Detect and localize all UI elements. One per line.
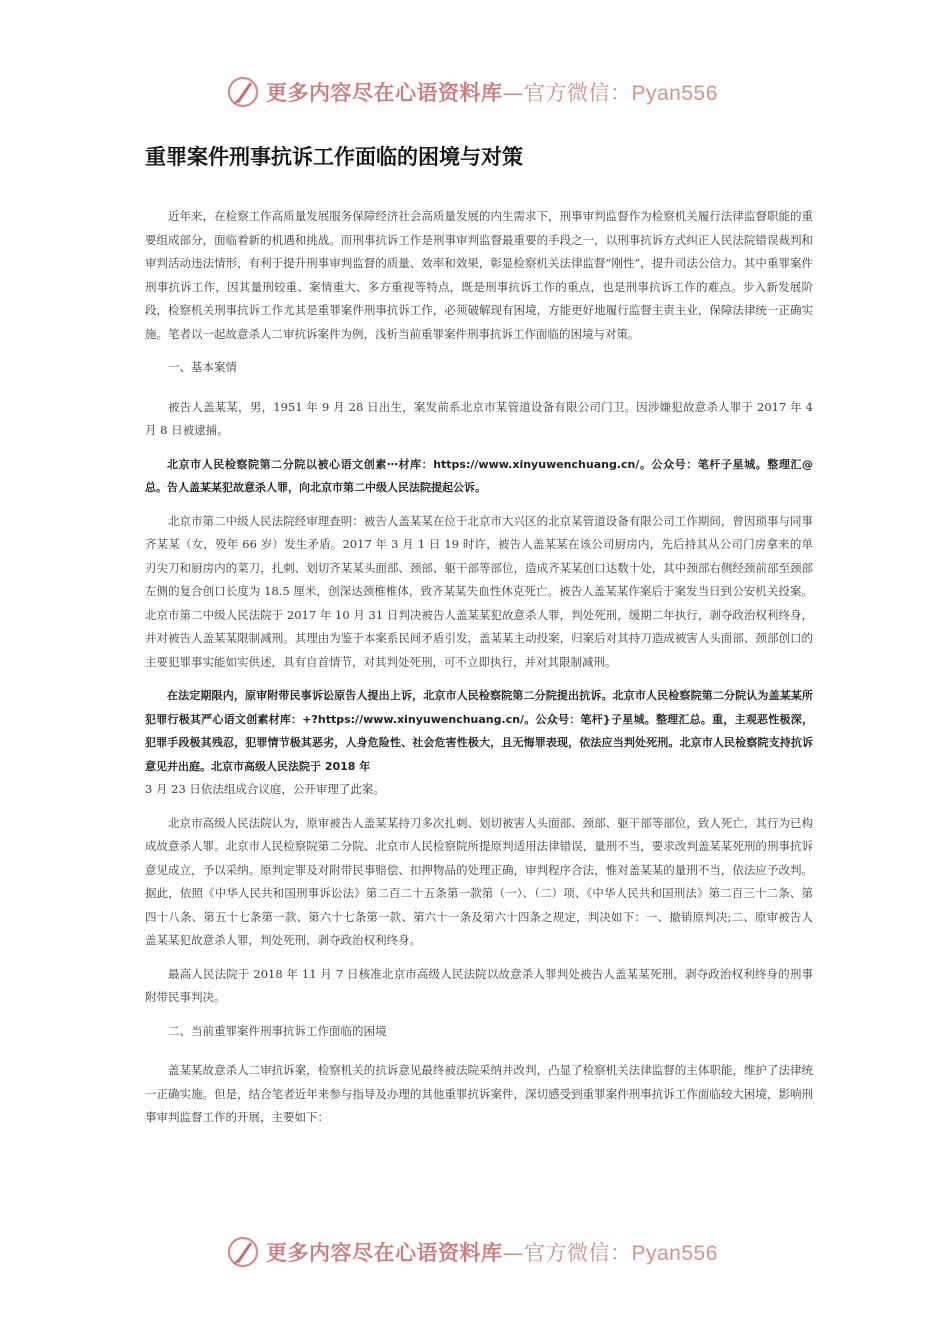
paragraph-difficulties: 盖某某故意杀人二审抗诉案，检察机关的抗诉意见最终被法院采纳并改判，凸显了检察机关法律监督的主体职能，维护了法律统一正确实施。但是，结合笔者近年来参与指导及办理的其他重罪抗诉案件，深切感受到重罪案件刑事抗诉工作面临较大困境，影响刑事审判监督工作的开展，主要如下： [145,1063,813,1124]
paragraph-prosecution: 北京市人民检察院第二分院以被心语文创素⋯材库：https://www.xinyuwenchuang.cn/。公众号：笔杆子星城。整理汇@总。告人盖某某犯故意杀人罪，向北京市第二中级人民法院提起公诉。 [145,457,813,494]
paragraph-appeal: 在法定期限内，原审附带民事诉讼原告人提出上诉，北京市人民检察院第二分院提出抗诉。北京市人民检察院第二分院认为盖某某所犯罪行极其严心语文创素材库：+?https://www.xinyuwenchuang.cn/。公众号：笔杆}子星城。整理汇总。重，主观恶性极深，犯罪手段极其残忍，犯罪情节极其恶劣，人身危险性、社会危害性极大，且无悔罪表现，依法应当判处死刑。北京市人民检察院支持抗诉意见并出庭。北京市高级人民法院于 2018 年 [145,689,813,773]
header-banner-content [226,70,718,114]
section-heading-1: 一、基本案情 [168,360,237,374]
banner-library-name: 更多内容尽在心语资料库 [266,1241,503,1265]
banner-wechat-label: —官方微信： [502,1241,632,1265]
document-title: 重罪案件刑事抗诉工作面临的困境与对策 [145,145,523,169]
banner-wechat-id: Pyan556 [631,82,718,105]
banner-text [266,77,718,107]
banner-wechat-label: —官方微信： [502,81,632,105]
quill-logo-icon [226,1235,260,1269]
banner-wechat-id: Pyan556 [631,1242,718,1265]
quill-logo-icon [226,75,260,109]
banner-library-name: 更多内容尽在心语资料库 [266,81,503,105]
document-body [145,205,813,1140]
footer-banner [0,1230,950,1274]
paragraph-first-instance: 北京市第二中级人民法院经审理查明：被告人盖某某在位于北京市大兴区的北京某管道设备有限公司工作期间，曾因琐事与同事齐某某（女，殁年 66 岁）发生矛盾。2017 年 3 月 1 日 19 时许，被告人盖某某在该公司厨房内，先后持其从公司门房拿来的单刃尖刀和厨房内的菜刀，扎刺、划切齐某某头面部、颈部、躯干部等部位，造成齐某某创口达数十处，其中颈部右侧经颈前部至颈部左侧的复合创口长度为 18.5 厘米，创深达颈椎椎体，致齐某某失血性休克死亡。被告人盖某某作案后于案发当日到公安机关投案。北京市第二中级人民法院于 2017 年 10 月 31 日判决被告人盖某某犯故意杀人罪，判处死刑，缓期二年执行，剥夺政治权利终身，并对被告人盖某某限制减刑。其理由为鉴于本案系民间矛盾引发，盖某某主动投案，归案后对其持刀造成被害人头面部、颈部创口的主要犯罪事实能如实供述，具有自首情节，对其判处死刑，可不立即执行，并对其限制减刑。 [145,513,813,669]
paragraph-intro: 近年来，在检察工作高质量发展服务保障经济社会高质量发展的内生需求下，刑事审判监督作为检察机关履行法律监督职能的重要组成部分，面临着新的机遇和挑战。而刑事抗诉工作是刑事审判监督最重要的手段之一，以刑事抗诉方式纠正人民法院错误裁判和审判活动违法情形，有利于提升刑事审判监督的质量、效率和效果，彰显检察机关法律监督“刚性”，提升司法公信力。其中重罪案件刑事抗诉工作，因其量刑较重、案情重大、多方重视等特点，既是刑事抗诉工作的重点，也是刑事抗诉工作的难点。步入新发展阶段，检察机关刑事抗诉工作尤其是重罪案件刑事抗诉工作，必须破解现有困境，方能更好地履行监督主责主业，保障法律统一正确实施。笔者以一起故意杀人二审抗诉案件为例，浅析当前重罪案件刑事抗诉工作面临的困境与对策。 [145,209,813,341]
header-banner [0,70,950,114]
footer-banner-content [226,1230,718,1274]
paragraph-appeal-cont: 3 月 23 日依法组成合议庭，公开审理了此案。 [145,782,385,796]
paragraph-supreme-court: 最高人民法院于 2018 年 11 月 7 日核准北京市高级人民法院以故意杀人罪判处被告人盖某某死刑，剥夺政治权利终身的刑事附带民事判决。 [145,966,813,1004]
paragraph-second-instance: 北京市高级人民法院认为，原审被告人盖某某持刀多次扎刺、划切被害人头面部、颈部、躯干部等部位，致人死亡，其行为已构成故意杀人罪。北京市人民检察院第二分院、北京市人民检察院所提原判适用法律错误，量刑不当，要求改判盖某某死刑的刑事抗诉意见成立，予以采纳。原判定罪及对附带民事赔偿、扣押物品的处理正确，审判程序合法，惟对盖某某的量刑不当，依法应予改判。据此，依照《中华人民共和国刑事诉讼法》第二百二十五条第一款第（一）、（二）项、《中华人民共和国刑法》第二百三十二条、第四十八条、第五十七条第一款、第六十七条第一款、第六十一条及第六十四条之规定，判决如下：一、撤销原判决;二、原审被告人盖某某犯故意杀人罪，判处死刑，剥夺政治权利终身。 [145,815,813,947]
section-heading-2: 二、当前重罪案件刑事抗诉工作面临的困境 [168,1023,387,1038]
banner-text [266,1237,718,1267]
paragraph-defendant: 被告人盖某某，男，1951 年 9 月 28 日出生，案发前系北京市某管道设备有限公司门卫。因涉嫌犯故意杀人罪于 2017 年 4 月 8 日被逮捕。 [145,399,813,437]
